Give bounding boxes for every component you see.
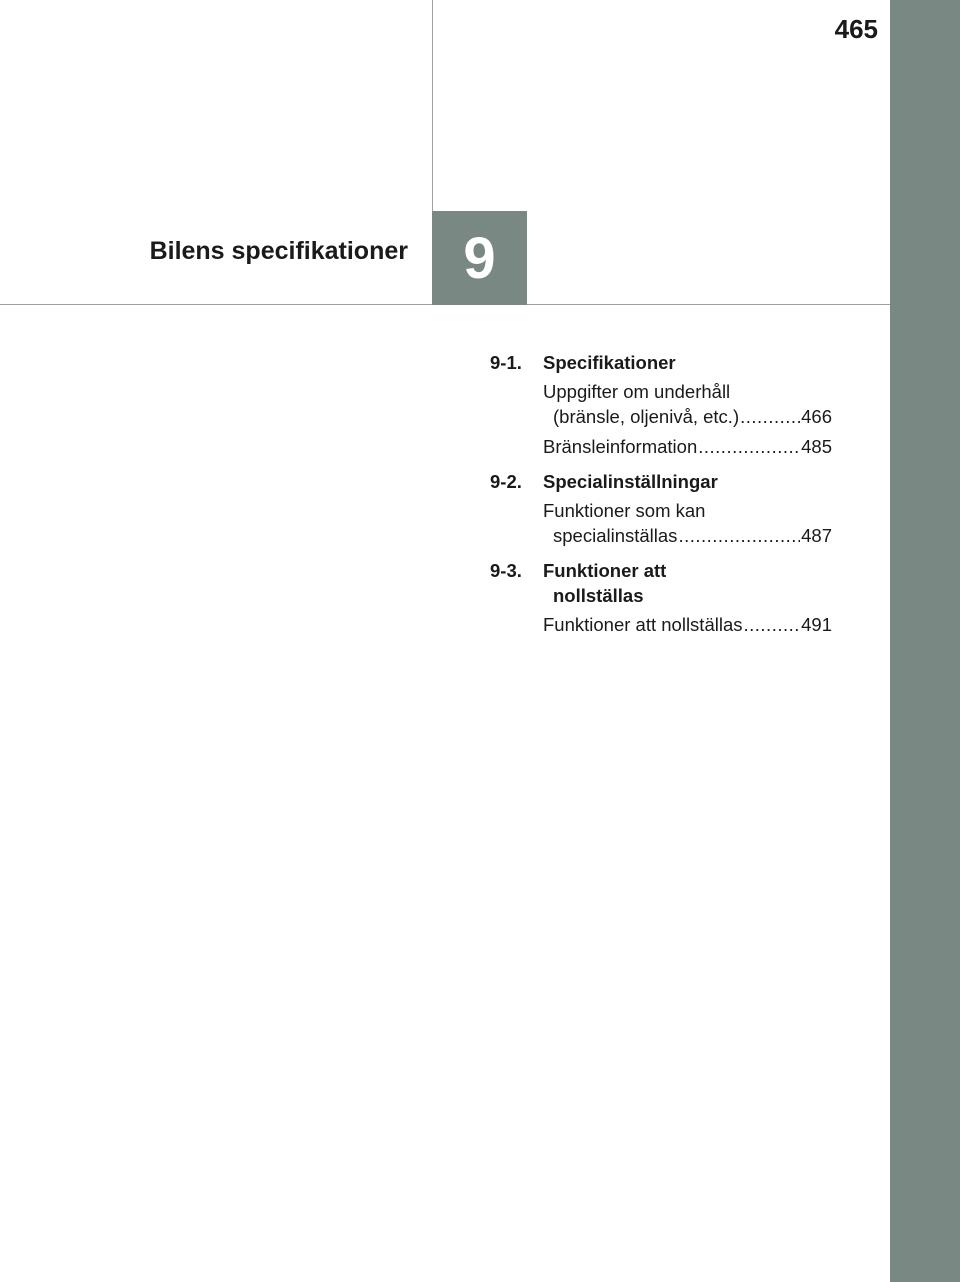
chapter-title: Bilens specifikationer — [149, 237, 408, 265]
toc-entry-text: Bränsleinformation — [543, 436, 698, 457]
toc-entry-text: Uppgifter om underhåll — [543, 381, 731, 402]
toc-entry-page: 487 — [801, 525, 832, 546]
toc-leader-dots — [698, 434, 800, 459]
toc-section-heading[interactable] — [490, 469, 832, 494]
chapter-number-box — [432, 211, 527, 305]
toc-section-title-line: Specialinställningar — [543, 471, 718, 492]
toc-section-heading[interactable] — [490, 558, 832, 608]
toc-section-title — [543, 469, 832, 494]
toc-entry-page: 485 — [801, 436, 832, 457]
toc-entry[interactable] — [543, 498, 832, 548]
table-of-contents — [490, 350, 832, 647]
page-number: 465 — [834, 14, 878, 44]
toc-section-heading[interactable] — [490, 350, 832, 375]
toc-section-title-line: nollställas — [553, 585, 644, 606]
chapter-number: 9 — [463, 225, 496, 291]
toc-entry[interactable] — [543, 379, 832, 429]
toc-entry-text: Funktioner som kan — [543, 500, 706, 521]
toc-section — [490, 558, 832, 637]
toc-section-number: 9-1. — [490, 352, 522, 373]
toc-leader-dots — [744, 612, 801, 637]
toc-entry-text: specialinställas — [553, 525, 678, 546]
toc-leader-dots — [740, 404, 800, 429]
vertical-rule — [432, 0, 433, 212]
toc-section — [490, 350, 832, 459]
chapter-side-tab — [890, 0, 960, 1282]
toc-entry[interactable] — [543, 612, 832, 637]
toc-leader-dots — [678, 523, 800, 548]
toc-section-number: 9-2. — [490, 471, 522, 492]
toc-section-title-line: Funktioner att — [543, 560, 667, 581]
toc-section — [490, 469, 832, 548]
toc-entry-text: Funktioner att nollställas — [543, 614, 743, 635]
toc-section-title — [543, 350, 832, 375]
toc-entry[interactable] — [543, 434, 832, 459]
toc-section-title-line: Specifikationer — [543, 352, 676, 373]
toc-entry-page: 491 — [801, 614, 832, 635]
toc-section-title — [543, 558, 832, 608]
toc-entry-text: (bränsle, oljenivå, etc.) — [553, 406, 740, 427]
toc-entry-page: 466 — [801, 406, 832, 427]
toc-section-number: 9-3. — [490, 560, 522, 581]
